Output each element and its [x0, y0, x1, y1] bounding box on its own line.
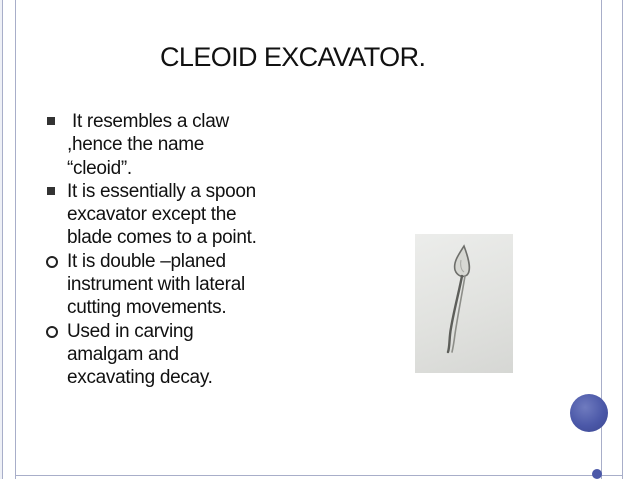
- decorative-dot: [592, 469, 602, 479]
- bullet-item: [46, 250, 346, 320]
- bullet-line: instrument with lateral: [67, 274, 245, 296]
- slide-title: CLEOID EXCAVATOR.: [160, 42, 426, 72]
- frame-line: [15, 0, 16, 479]
- square-bullet-icon: [46, 180, 64, 203]
- bullet-item: [46, 180, 346, 250]
- bullet-line: excavator except the: [67, 204, 237, 226]
- decorative-circle: [570, 394, 608, 432]
- bullet-line: cutting movements.: [67, 297, 227, 319]
- bullet-line: It resembles a claw: [67, 111, 229, 132]
- bullet-line: It is essentially a spoon: [67, 180, 256, 202]
- ring-bullet-icon: [46, 250, 64, 273]
- frame-line: [622, 0, 623, 479]
- bullet-line: blade comes to a point.: [67, 227, 257, 249]
- bullet-line: ,hence the name: [67, 134, 205, 156]
- bullet-item: [46, 110, 346, 180]
- frame-line: [2, 0, 3, 479]
- bullet-item: [46, 320, 346, 390]
- bullet-line: amalgam and: [67, 343, 179, 365]
- bullet-line: Used in carving: [67, 320, 194, 342]
- ring-bullet-icon: [46, 320, 64, 343]
- bullet-line: excavating decay.: [67, 367, 213, 389]
- bullet-line: It is double –planed: [67, 250, 226, 272]
- bullet-line: “cleoid”.: [67, 157, 132, 179]
- excavator-illustration: [415, 234, 513, 373]
- square-bullet-icon: [46, 110, 64, 133]
- bullet-list: [46, 110, 346, 390]
- frame-line: [15, 475, 622, 476]
- cleoid-excavator-photo: [415, 234, 513, 373]
